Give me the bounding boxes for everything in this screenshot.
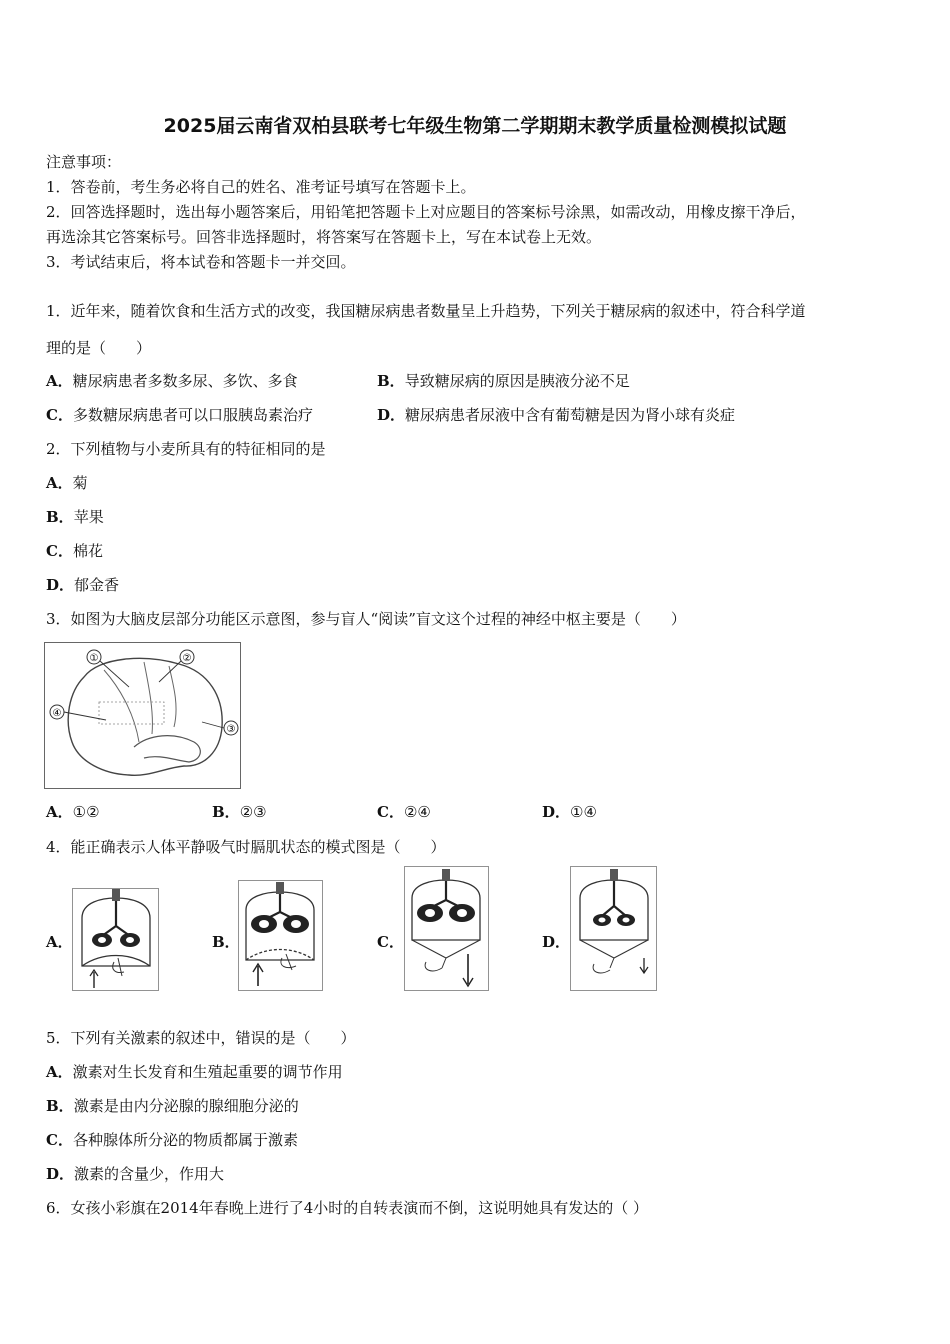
q3-option-d: [542, 802, 597, 822]
q5-option-a-text: 激素对生长发育和生殖起重要的调节作用: [72, 1063, 343, 1081]
notice-item-2-cont: 再选涂其它答案标号。回答非选择题时，将答案写在答题卡上，写在本试卷上无效。: [46, 228, 602, 246]
pointer-line-2: [159, 661, 181, 682]
q1-option-a: [46, 371, 298, 391]
lung-model-c: [404, 866, 490, 992]
q2-option-b: [46, 507, 104, 527]
pointer-line-3: [202, 722, 224, 728]
temporal-lobe: [134, 736, 200, 762]
q2-option-d-text: 郁金香: [74, 576, 120, 594]
notice-item-3: 3．考试结束后，将本试卷和答题卡一并交回。: [46, 253, 356, 271]
q5-option-c-text: 各种腺体所分泌的物质都属于激素: [72, 1131, 298, 1149]
brain-figure: [44, 642, 244, 790]
q1-option-c: [46, 405, 313, 425]
q5-stem: 5．下列有关激素的叙述中，错误的是（ ）: [46, 1029, 356, 1047]
q2-option-d: [46, 575, 119, 595]
brain-label-2: ②: [182, 653, 192, 664]
q1-option-d-text: 糖尿病患者尿液中含有葡萄糖是因为肾小球有炎症: [405, 406, 736, 424]
q5-option-d-text: 激素的含量少，作用大: [74, 1165, 225, 1183]
q2-option-a-text: 菊: [72, 474, 88, 492]
page-title: 2025届云南省双柏县联考七年级生物第二学期期末教学质量检测模拟试题: [163, 115, 787, 137]
q1-option-b: [377, 371, 630, 391]
q1-option-d: [377, 405, 735, 425]
q1-option-a-text: 糖尿病患者多数多尿、多饮、多食: [72, 372, 298, 390]
q1-option-c-text: 多数糖尿病患者可以口服胰岛素治疗: [72, 406, 313, 424]
notice-item-1: 1．答卷前，考生务必将自己的姓名、准考证号填写在答题卡上。: [46, 178, 476, 196]
lung-model-d: [570, 866, 658, 992]
brain-figure-border: [45, 643, 241, 789]
q4-option-a-letter: A．: [46, 933, 73, 951]
q4-option-b-letter: B．: [212, 933, 240, 951]
q2-option-b-text: 苹果: [73, 508, 104, 526]
q2-option-c: [46, 541, 103, 561]
q4-option-c-letter: C．: [377, 933, 404, 951]
q3-option-a-text: ①②: [72, 803, 100, 821]
q5-option-a: [46, 1062, 343, 1082]
q3-option-d-text: ①④: [570, 803, 597, 821]
q2-option-b-letter: B．: [46, 508, 74, 526]
q5-option-b-letter: B．: [46, 1097, 74, 1115]
q3-stem: 3．如图为大脑皮层部分功能区示意图，参与盲人“阅读”盲文这个过程的神经中枢主要是（ ）: [46, 610, 686, 628]
cortex-area: [99, 702, 164, 724]
notice-item-2: 2．回答选择题时，选出每小题答案后，用铅笔把答题卡上对应题目的答案标号涂黑，如需改动，用橡皮擦干净后，: [46, 203, 806, 221]
brain-label-3: ③: [226, 724, 236, 735]
q3-option-b-letter: B．: [212, 803, 240, 821]
q6-stem: 6．女孩小彩旗在2014年春晚上进行了4小时的自转表演而不倒，这说明她具有发达的（ ）: [46, 1199, 649, 1217]
q5-option-c-letter: C．: [46, 1131, 73, 1149]
q2-stem: 2．下列植物与小麦所具有的特征相同的是: [46, 440, 326, 458]
q3-option-c: [377, 802, 431, 822]
q1-option-b-letter: B．: [377, 372, 405, 390]
q2-option-c-text: 棉花: [72, 542, 103, 560]
q3-option-d-letter: D．: [542, 803, 571, 821]
q3-option-c-text: ②④: [403, 803, 431, 821]
q4-stem: 4．能正确表示人体平静吸气时膈肌状态的模式图是（ ）: [46, 838, 446, 856]
lung-model-b: [238, 880, 324, 992]
q3-option-b: [212, 802, 267, 822]
brain-label-4: ④: [52, 708, 62, 719]
q2-option-a-letter: A．: [46, 474, 73, 492]
lung-model-a: [72, 888, 160, 992]
q3-option-a: [46, 802, 100, 822]
q1-option-a-letter: A．: [46, 372, 73, 390]
q2-option-a: [46, 473, 88, 493]
q5-option-c: [46, 1130, 298, 1150]
q1-option-b-text: 导致糖尿病的原因是胰液分泌不足: [404, 372, 630, 390]
q3-option-b-text: ②③: [239, 803, 267, 821]
pointer-line-4: [64, 712, 106, 720]
q5-option-d-letter: D．: [46, 1165, 75, 1183]
q1-stem-line1: 1．近年来，随着饮食和生活方式的改变，我国糖尿病患者数量呈上升趋势，下列关于糖尿病的叙述中，符合科学道: [46, 302, 806, 320]
notice-heading: 注意事项：: [46, 153, 122, 171]
q3-option-a-letter: A．: [46, 803, 73, 821]
q1-option-d-letter: D．: [377, 406, 406, 424]
q2-option-c-letter: C．: [46, 542, 73, 560]
q1-stem-line2: 理的是（ ）: [46, 339, 152, 357]
q5-option-a-letter: A．: [46, 1063, 73, 1081]
q4-option-d-letter: D．: [542, 933, 571, 951]
q5-option-b-text: 激素是由内分泌腺的腺细胞分泌的: [73, 1097, 299, 1115]
q5-option-b: [46, 1096, 299, 1116]
q2-option-d-letter: D．: [46, 576, 75, 594]
q5-option-d: [46, 1164, 224, 1184]
q3-option-c-letter: C．: [377, 803, 404, 821]
q1-option-c-letter: C．: [46, 406, 73, 424]
brain-label-1: ①: [89, 653, 99, 664]
